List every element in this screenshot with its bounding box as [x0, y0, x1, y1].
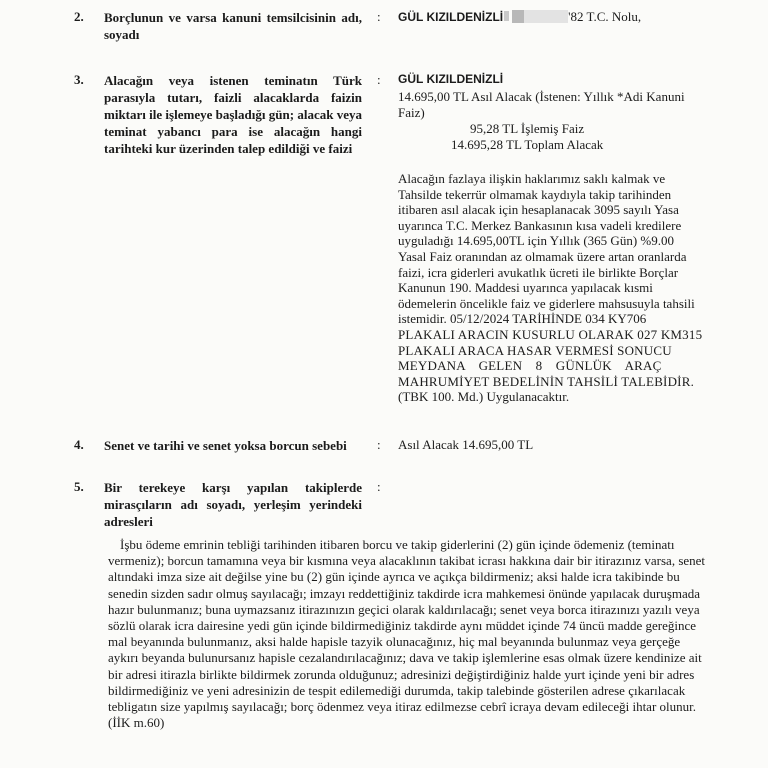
redacted-id — [512, 10, 568, 23]
paragraph-line: MEYDANA GELEN 8 GÜNLÜK ARAÇ — [398, 358, 662, 374]
item-3-number: 3. — [74, 72, 84, 87]
paragraph-line: uyguladığı 14.695,00TL için Yıllık (365 Gün) %9.00 — [398, 233, 674, 249]
notice-line: altındaki imza size ait değilse yine bu (2) gün içinde ayrıca ve açıkça bildirmeniz; aksi halde icra takibinde bu — [108, 569, 680, 585]
notice-line: aykırı beyanda bulunursanız hapisle cezalandırılacağınız; dava ve takip işlemlerine esas olmak üzere kendinize ait — [108, 650, 702, 666]
item-2-value — [398, 9, 641, 26]
item-2-number: 2. — [74, 9, 84, 24]
paragraph-line: PLAKALI ARACA HASAR VERMESİ SONUCU — [398, 342, 672, 358]
notice-line: (İİK m.60) — [108, 715, 165, 731]
paragraph-line: MAHRUMİYET BEDELİNİN TAHSİLİ TALEBİDİR. — [398, 373, 695, 389]
paragraph-line: Yasal Faiz oranından az olmamak üzere artan oranlarda — [398, 248, 687, 264]
paragraph-line: faizi, icra giderleri avukatlık ücreti ile birlikte Borçlar — [398, 264, 679, 280]
notice-line: tebligatın size yapılmış sayılacağı; borç ödenmez veya itiraz edilmezse cebrî icraya devam edileceği ihtar olunur. — [108, 699, 697, 715]
paragraph-line: Kanunun 190. Maddesi uyarınca yapılacak kısmi — [398, 280, 653, 296]
item-2-colon: : — [377, 9, 381, 24]
interest-line: 95,28 TL İşlemiş Faiz — [470, 121, 585, 136]
item-4-colon: : — [377, 437, 381, 452]
paragraph-line: istemidir. 05/12/2024 TARİHİNDE 034 KY706 — [398, 311, 647, 327]
notice-line: bir adresi itirazla birlikte bildirmek zorunda olduğunuz; adresinizi değiştirdiğiniz halde yurt içinde yeni bir adres — [108, 666, 695, 682]
item-5-number: 5. — [74, 479, 84, 494]
principal-line-cont: Faiz) — [398, 105, 425, 120]
item-5-label: Bir terekeye karşı yapılan takiplerde mirasçıların adı soyadı, yerleşim yerindeki adresleri — [104, 480, 362, 529]
item-3-paragraph — [398, 171, 720, 405]
notice-line: bildirmediğiniz ve yeni adresinizin de tespit edilemediği durumda, takip talebinde gösterilen adrese çıkarılacak — [108, 682, 686, 698]
item-2-label: Borçlunun ve varsa kanuni temsilcisinin adı, soyadı — [104, 10, 362, 42]
notice-line: mal beyanında bulunmanız, aksi halde hapisle tazyik olunacağınız, hiç mal beyanında bulunmaz veya gerçeğe — [108, 634, 681, 650]
debtor-name: GÜL KIZILDENİZLİ — [398, 10, 504, 24]
notice-line: senedin sizden sadır olmuş sayılacağı; imzayı reddettiğiniz takdirde icra mahkemesi önünde yapılacak duruşmada — [108, 585, 701, 601]
paragraph-line: ödemelerin öncelikle faiz ve giderlere mahsusuyla tahsili — [398, 295, 695, 311]
notice-line: vermeniz); borcun tamamına veya bir kısmına veya alacaklının takibat icrası hakkına dair bir itirazınız varsa, senet — [108, 553, 706, 569]
notice-line: sözlü olarak icra dairesine yedi gün içinde bildirmediğiniz takdirde aynı müddet içinde 74 üncü madde gereğince — [108, 618, 697, 634]
id-suffix: '82 T.C. Nolu, — [568, 9, 642, 24]
paragraph-line: PLAKALI ARACIN KUSURLU OLARAK 027 KM315 — [398, 326, 703, 342]
item-3-debtor-name: GÜL KIZILDENİZLİ — [398, 72, 504, 86]
notice-line: hazır bulunmanız; buna uymazsanız itirazınızın geçici olarak kaldırılacağı; senet veya borca itirazınızı yazılı veya — [108, 601, 700, 617]
paragraph-line: Tahsilde tekerrür olmamak kaydıyla takip tarihinden — [398, 186, 672, 202]
principal-line: 14.695,00 TL Asıl Alacak (İstenen: Yıllık *Adi Kanuni — [398, 89, 685, 104]
redaction-mark — [504, 11, 509, 21]
item-4-value: Asıl Alacak 14.695,00 TL — [398, 437, 534, 452]
item-5-colon: : — [377, 479, 381, 494]
paragraph-line: Alacağın fazlaya ilişkin haklarımız saklı kalmak ve — [398, 171, 666, 186]
item-4-number: 4. — [74, 437, 84, 452]
item-4-label: Senet ve tarihi ve senet yoksa borcun sebebi — [104, 438, 347, 453]
item-3-label: Alacağın veya istenen teminatın Türk parasıyla tutarı, faizli alacaklarda faizin miktarı ile işlemeye başladığı gün; alacak veya teminat yabancı para ise alacağın hangi tarihteki kur üzerinden talep edildiği ve faizi — [104, 73, 362, 156]
paragraph-line: itibaren asıl alacak için hesaplanacak 3095 sayılı Yasa — [398, 202, 679, 218]
total-line: 14.695,28 TL Toplam Alacak — [451, 137, 604, 152]
notice-line: İşbu ödeme emrinin tebliği tarihinden itibaren borcu ve takip giderlerini (2) gün içinde ödemeniz (teminatı — [120, 537, 675, 552]
legal-notice — [108, 537, 720, 731]
item-3-colon: : — [377, 72, 381, 87]
paragraph-line: (TBK 100. Md.) Uygulanacaktır. — [398, 389, 570, 405]
paragraph-line: uyarınca T.C. Merkez Bankasının kısa vadeli kredilere — [398, 217, 682, 233]
